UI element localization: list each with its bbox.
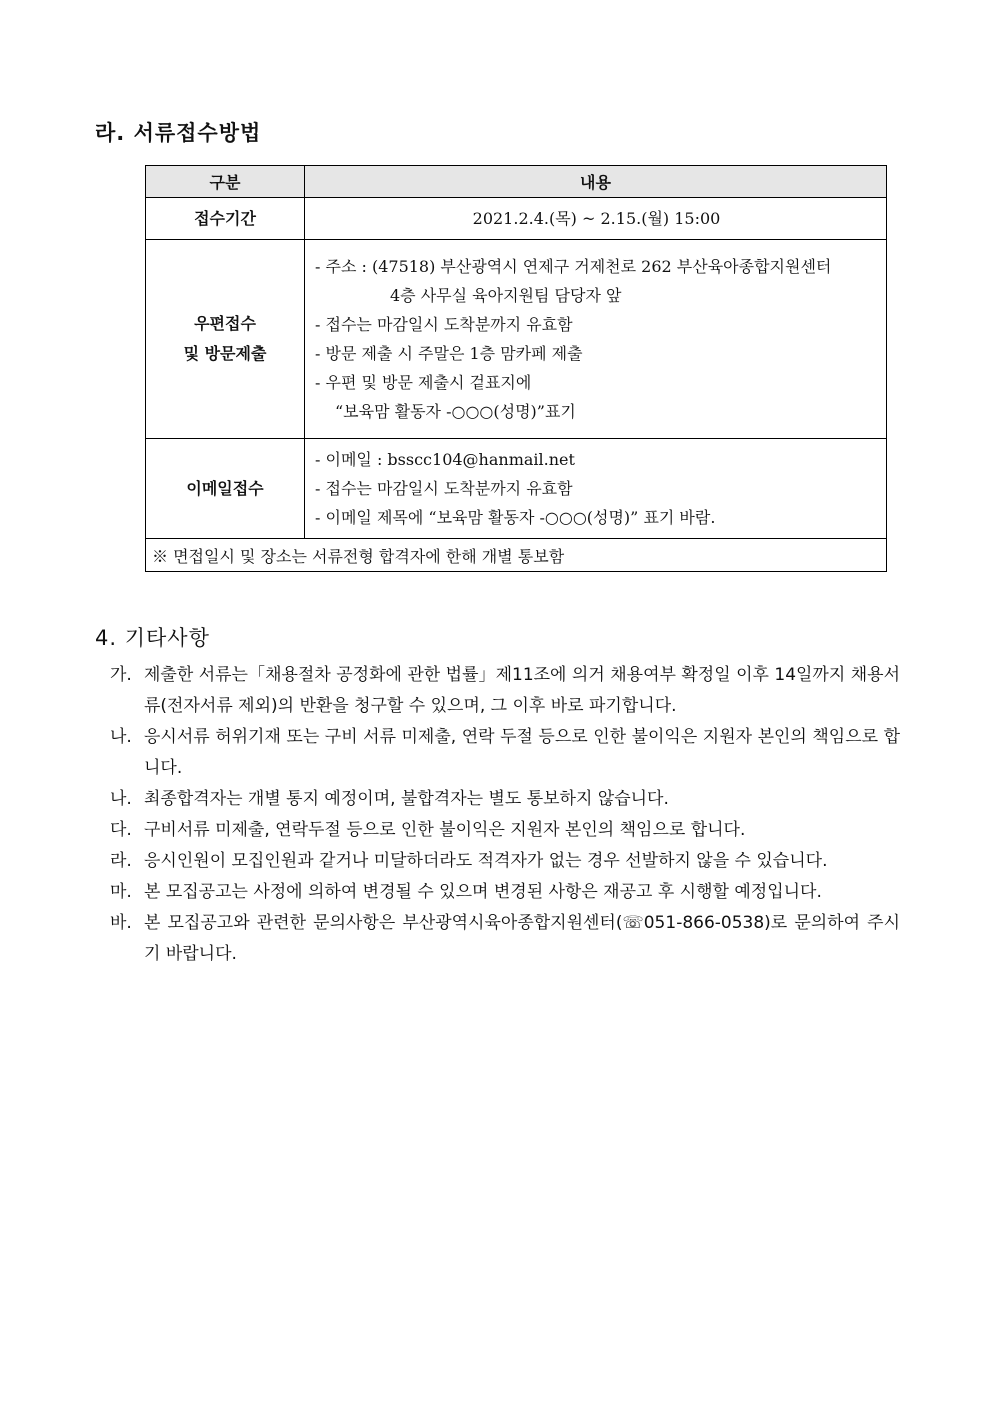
- item-text: 응시서류 허위기재 또는 구비 서류 미제출, 연락 두절 등으로 인한 불이익은 지원자 본인의 책임으로 합니다.: [144, 727, 900, 778]
- content-line: - 우편 및 방문 제출시 겉표지에: [315, 373, 532, 392]
- item-marker: 바.: [110, 913, 132, 933]
- table-header-row: [146, 166, 887, 198]
- table-row-mail: [146, 240, 887, 439]
- row-content: [305, 439, 887, 539]
- list-item: [110, 660, 900, 722]
- table-row-email: [146, 439, 887, 539]
- header-category: 구분: [146, 166, 305, 198]
- row-content: [305, 240, 887, 439]
- content-line: - 이메일 제목에 “보육맘 활동자 -○○○(성명)” 표기 바람.: [315, 508, 716, 527]
- item-marker: 다.: [110, 820, 132, 840]
- item-marker: 라.: [110, 851, 132, 871]
- item-text: 제출한 서류는「채용절차 공정화에 관한 법률」제11조에 의거 채용여부 확정일 이후 14일까지 채용서류(전자서류 제외)의 반환을 청구할 수 있으며, 그 이후 바로 파기합니다.: [144, 665, 900, 716]
- row-label: 이메일접수: [146, 439, 305, 539]
- content-line: - 주소 : (47518) 부산광역시 연제구 거제천로 262 부산육아종합지원센터: [315, 257, 832, 276]
- content-line: 4층 사무실 육아지원팀 담당자 앞: [390, 286, 622, 305]
- content-line: 2021.2.4.(목) ~ 2.15.(월) 15:00: [472, 209, 721, 228]
- list-item: [110, 877, 900, 908]
- table-note: ※ 면접일시 및 장소는 서류전형 합격자에 한해 개별 통보함: [146, 539, 887, 572]
- item-text: 본 모집공고는 사정에 의하여 변경될 수 있으며 변경된 사항은 재공고 후 시행할 예정입니다.: [144, 882, 822, 902]
- item-text: 응시인원이 모집인원과 같거나 미달하더라도 적격자가 없는 경우 선발하지 않을 수 있습니다.: [144, 851, 828, 871]
- item-marker: 가.: [110, 665, 132, 685]
- label-line: 및 방문제출: [183, 344, 267, 363]
- item-text: 구비서류 미제출, 연락두절 등으로 인한 불이익은 지원자 본인의 책임으로 합니다.: [144, 820, 746, 840]
- item-marker: 나.: [110, 727, 132, 747]
- item-marker: 마.: [110, 882, 132, 902]
- row-label: [146, 240, 305, 439]
- item-marker: 나.: [110, 789, 132, 809]
- list-item: [110, 846, 900, 877]
- row-label: 접수기간: [146, 198, 305, 240]
- header-content: 내용: [305, 166, 887, 198]
- content-line: - 방문 제출 시 주말은 1층 맘카페 제출: [315, 344, 583, 363]
- table-note-row: [146, 539, 887, 572]
- table-row-period: [146, 198, 887, 240]
- list-item: [110, 815, 900, 846]
- content-line: - 접수는 마감일시 도착분까지 유효함: [315, 479, 573, 498]
- section-title-submission: 라. 서류접수방법: [95, 121, 262, 145]
- list-item: [110, 908, 900, 970]
- list-item: [110, 784, 900, 815]
- section-title-other: 4. 기타사항: [95, 626, 210, 650]
- item-text: 본 모집공고와 관련한 문의사항은 부산광역시육아종합지원센터(☏051-866-0538)로 문의하여 주시기 바랍니다.: [144, 913, 900, 964]
- list-item: [110, 722, 900, 784]
- content-line: - 이메일 : bsscc104@hanmail.net: [315, 450, 575, 469]
- other-items-list: [110, 660, 900, 970]
- content-line: “보육맘 활동자 -○○○(성명)”표기: [335, 402, 576, 421]
- row-content: [305, 198, 887, 240]
- label-line: 우편접수: [194, 314, 256, 333]
- submission-table: [145, 165, 887, 572]
- content-line: - 접수는 마감일시 도착분까지 유효함: [315, 315, 573, 334]
- item-text: 최종합격자는 개별 통지 예정이며, 불합격자는 별도 통보하지 않습니다.: [144, 789, 669, 809]
